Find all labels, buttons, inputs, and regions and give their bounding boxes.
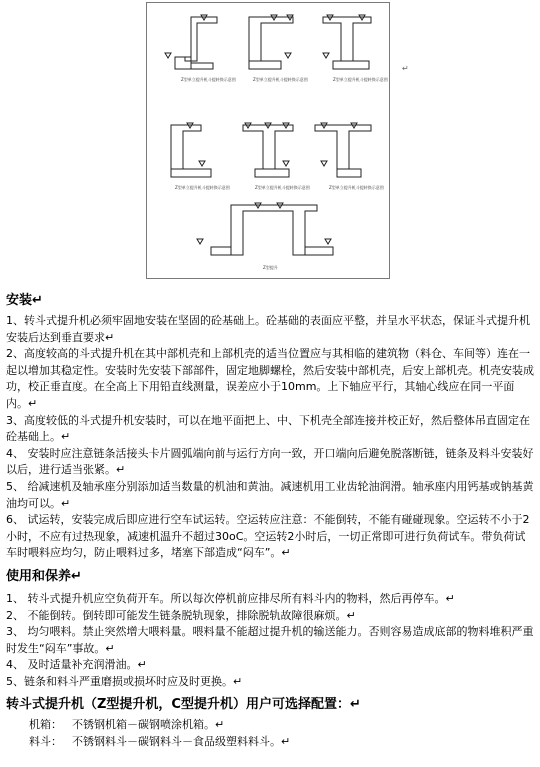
config-value-bucket: 不锈钢料斗－碳钢料斗－食品级塑料料斗。↵ — [72, 735, 291, 749]
figure-return-mark: ↵ — [402, 64, 409, 73]
elevator-diagram-7 — [197, 203, 333, 255]
figure-caption-6: Z型单立提升机斗提转换示意图 — [329, 185, 384, 190]
install-item-2: 2、高度较高的斗式提升机在其中部机壳和上部机壳的适当位置应与其相临的建筑物（料仓、车间等）连在一起以增加其稳定性。安装时先安装下部部件，固定地脚螺栓，然后安装中部机壳，后安上部机壳。机壳安装成功，校正垂直度。在全高上下用铅直线测量，误差应小于10mm。上下轴应平行，其轴心线应在同一平面内。↵ — [6, 347, 534, 410]
elevator-layouts-figure — [146, 2, 390, 279]
config-row-bucket — [6, 734, 534, 751]
figure-caption-2: Z型单立提升机斗提转换示意图 — [253, 77, 308, 82]
elevator-diagram-2 — [249, 15, 293, 69]
install-item-5: 5、 给减速机及轴承座分别添加适当数量的机油和黄油。减速机用工业齿轮油润滑。轴承座内用钙基或钠基黄油均可以。↵ — [6, 479, 534, 510]
install-item-6: 6、 试运转，安装完成后即应进行空车试运转。空运转应注意：不能倒转，不能有碰碰现象。空运转不小于2小时，不应有过热现象，减速机温升不超过30oC。空运转2小时后，一切正常即可进行负荷试车。带负荷试车时喂料应均匀，防止喂料过多，堵塞下部造成“闷车”。↵ — [6, 513, 530, 560]
elevator-diagram-1 — [165, 15, 217, 69]
figure-caption-7: Z型提升 — [263, 265, 278, 270]
use-item-1: 1、 转斗式提升机应空负荷开车。所以每次停机前应排尽所有料斗内的物料，然后再停车。↵ — [6, 591, 455, 605]
elevator-diagram-6 — [315, 123, 371, 177]
elevator-diagram-4 — [171, 123, 211, 177]
figure-caption-5: Z型单立提升机斗提转换示意图 — [255, 185, 310, 190]
use-item-4: 4、 及时适量补充润滑油。↵ — [6, 658, 147, 672]
use-item-3: 3、 均匀喂料。禁止突然增大喂料量。喂料量不能超过提升机的输送能力。否则容易造成底部的物料堆积严重时发生“闷车”事故。↵ — [6, 625, 534, 655]
config-label-bucket: 料斗： — [29, 735, 62, 749]
figure-caption-3: Z型单立提升机斗提转换示意图 — [333, 77, 388, 82]
use-item-5: 5、链条和料斗严重磨损或损坏时应及时更换。↵ — [6, 674, 243, 688]
config-row-case — [6, 717, 534, 734]
install-item-4: 4、 安装时应注意链条活接头卡片圆弧端向前与运行方向一致，开口端向后避免脱落断链，链条及料斗安装好以后，进行适当张紧。↵ — [6, 446, 534, 477]
elevator-diagram-5 — [243, 123, 293, 177]
section-title-use: 使用和保养↵ — [6, 568, 82, 584]
config-label-case: 机箱： — [29, 718, 62, 732]
figure-caption-4: Z型单立提升机斗提转换示意图 — [175, 185, 230, 190]
section-title-install: 安装↵ — [6, 293, 43, 308]
use-item-2: 2、 不能倒转。倒转即可能发生链条脱轨现象，排除脱轨故障很麻烦。↵ — [6, 608, 356, 622]
install-item-3: 3、高度较低的斗式提升机安装时，可以在地平面把上、中、下机壳全部连接并校正好，然后整体吊直固定在砼基础上。↵ — [6, 413, 530, 444]
elevator-diagram-3 — [323, 15, 371, 69]
config-value-case: 不锈钢机箱－碳钢喷涂机箱。↵ — [72, 718, 225, 732]
elevator-layouts-drawing — [147, 3, 391, 280]
figure-caption-1: Z型单立提升机斗提转换示意图 — [181, 77, 236, 82]
install-item-1: 1、转斗式提升机必须牢固地安装在坚固的砼基础上。砼基础的表面应平整，并呈水平状态，保证斗式提升机安装后达到垂直要求↵ — [6, 314, 530, 344]
document-body — [6, 292, 534, 751]
section-title-config: 转斗式提升机（Z型提升机，C型提升机）用户可选择配置：↵ — [6, 697, 361, 713]
